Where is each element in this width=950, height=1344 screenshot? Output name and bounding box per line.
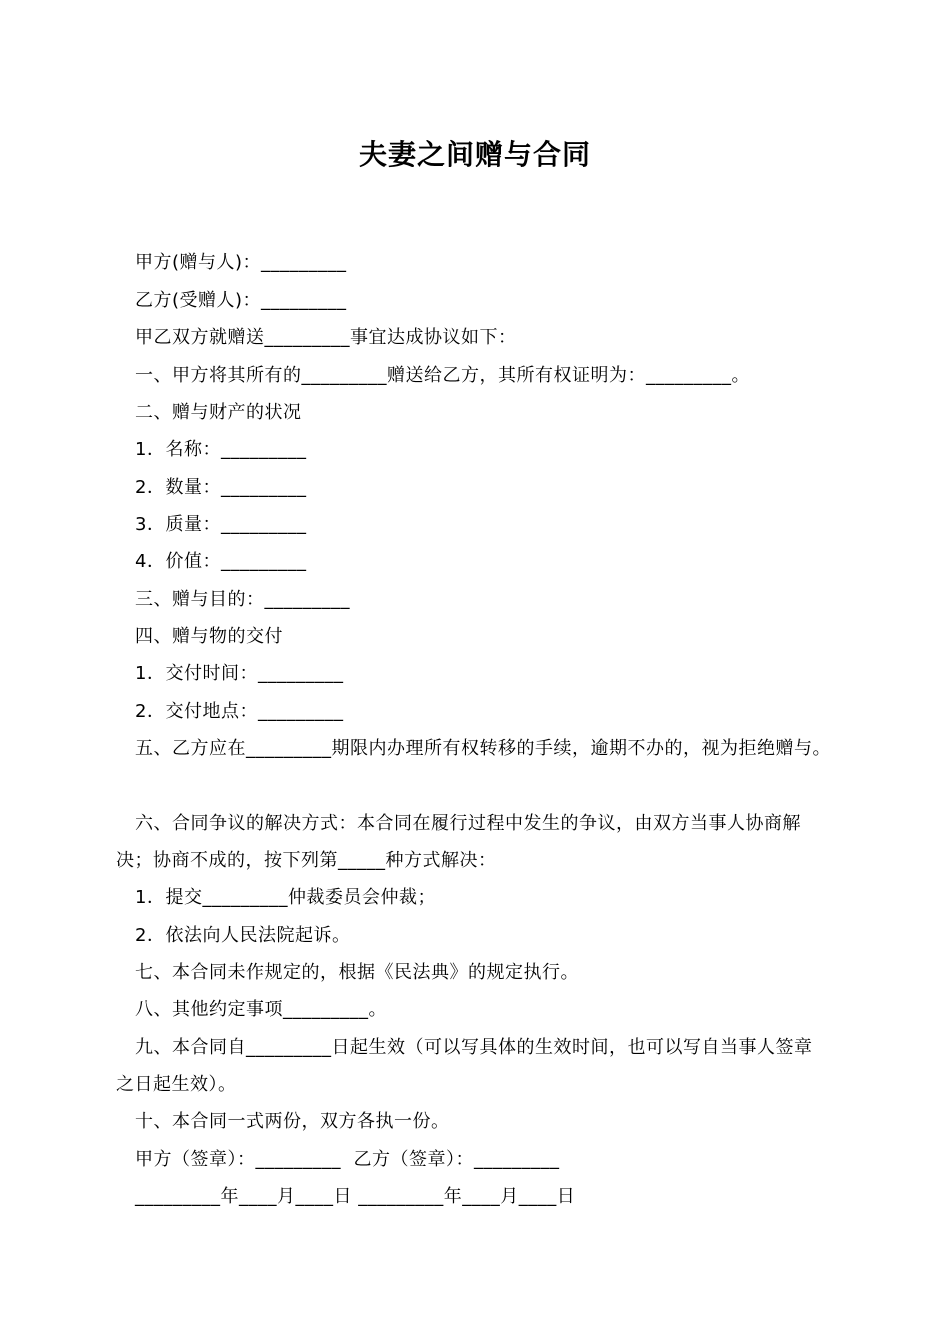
clause-8: 八、其他约定事项_________。 [135,999,387,1020]
document-title: 夫妻之间赠与合同 [358,138,591,171]
agreement-intro: 甲乙双方就赠送_________事宜达成协议如下： [135,327,517,348]
clause-7: 七、本合同未作规定的，根据《民法典》的规定执行。 [135,962,579,983]
property-quantity: 2．数量：_________ [135,477,307,498]
date-line: _________年____月____日 _________年____月____日 [135,1186,576,1207]
clause-4-heading: 四、赠与物的交付 [135,626,283,647]
clause-2-heading: 二、赠与财产的状况 [135,402,302,423]
party-a-line: 甲方(赠与人)：_________ [135,252,347,273]
signature-line: 甲方（签章）：_________ 乙方（签章）：_________ [135,1149,560,1170]
clause-1: 一、甲方将其所有的_________赠送给乙方，其所有权证明为：_________。 [135,365,750,386]
dispute-option-1: 1．提交_________仲裁委员会仲裁； [135,887,436,908]
delivery-place: 2．交付地点：_________ [135,701,344,722]
clause-10: 十、本合同一式两份，双方各执一份。 [135,1111,450,1132]
clause-6-line-2: 决；协商不成的，按下列第_____种方式解决： [116,850,497,871]
property-quality: 3．质量：_________ [135,514,307,535]
property-name: 1．名称：_________ [135,439,307,460]
delivery-time: 1．交付时间：_________ [135,663,344,684]
clause-6-line-1: 六、合同争议的解决方式：本合同在履行过程中发生的争议，由双方当事人协商解 [135,813,801,834]
dispute-option-2: 2．依法向人民法院起诉。 [135,925,351,946]
clause-9-line-1: 九、本合同自_________日起生效（可以写具体的生效时间，也可以写自当事人签章 [135,1037,813,1058]
party-b-line: 乙方(受赠人)：_________ [135,290,347,311]
clause-5: 五、乙方应在_________期限内办理所有权转移的手续，逾期不办的，视为拒绝赠与。 [135,738,831,759]
property-value: 4．价值：_________ [135,551,307,572]
clause-9-line-2: 之日起生效）。 [116,1074,237,1095]
clause-3: 三、赠与目的：_________ [135,589,350,610]
